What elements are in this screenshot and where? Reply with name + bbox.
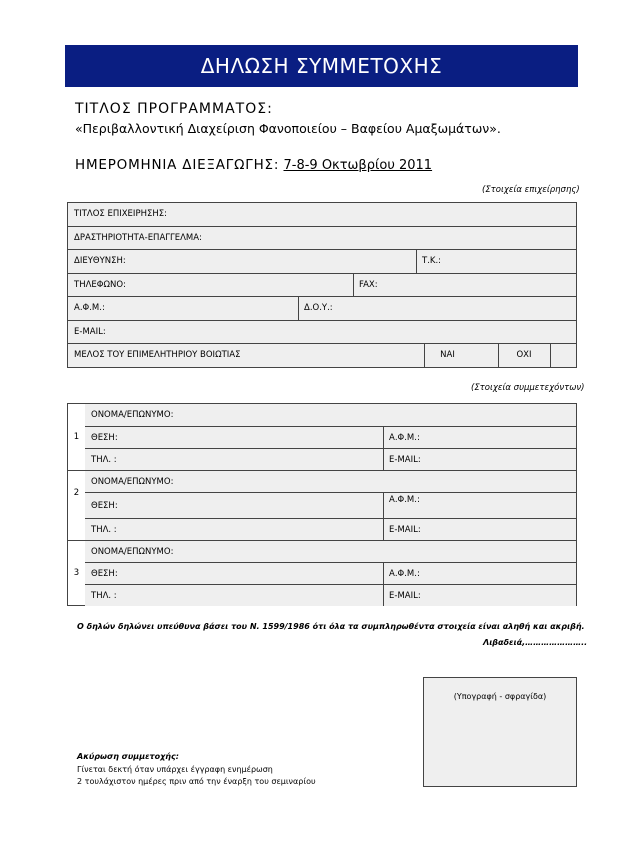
- participant-1-name-field[interactable]: ΟΝΟΜΑ/ΕΠΩΝΥΜΟ:: [91, 410, 174, 420]
- declaration-text: Ο δηλών δηλώνει υπεύθυνα βάσει του Ν. 1599/1986 ότι όλα τα συμπληρωθέντα στοιχεία είναι αληθή και ακριβή.: [77, 622, 585, 631]
- signature-label: (Υπογραφή - σφραγίδα): [453, 692, 547, 701]
- form-title: ΔΗΛΩΣΗ ΣΥΜΜΕΤΟΧΗΣ: [200, 54, 443, 78]
- address-field[interactable]: ΔΙΕΥΘΥΝΣΗ:: [74, 256, 126, 267]
- participant-1-position-field[interactable]: ΘΕΣΗ:: [91, 433, 118, 443]
- participant-3-name-field[interactable]: ΟΝΟΜΑ/ΕΠΩΝΥΜΟ:: [91, 547, 174, 557]
- program-date: [75, 157, 432, 173]
- participant-2-phone-field[interactable]: ΤΗΛ. :: [91, 525, 117, 535]
- program-date-value: 7-8-9 Οκτωβρίου 2011: [283, 158, 433, 173]
- form-title-banner: [65, 45, 578, 87]
- participant-2-email-field[interactable]: E-MAIL:: [389, 525, 421, 535]
- participant-2-afm-field[interactable]: Α.Φ.Μ.:: [389, 495, 420, 505]
- declaration-place-date: Λιβαδειά,…………………..: [483, 638, 588, 647]
- participant-3-position-row: [85, 562, 576, 585]
- participant-2-name-row: [85, 470, 576, 493]
- activity-field[interactable]: ΔΡΑΣΤΗΡΙΟΤΗΤΑ-ΕΠΑΓΓΕΛΜΑ:: [74, 232, 202, 243]
- chamber-no-label: ΟΧΙ: [516, 350, 532, 361]
- company-row-phone: [67, 273, 577, 297]
- participant-1-position-row: [85, 426, 576, 449]
- chamber-no-checkbox[interactable]: [550, 344, 576, 367]
- business-name-field[interactable]: ΤΙΤΛΟΣ ΕΠΙΧΕΙΡΗΣΗΣ:: [74, 209, 167, 220]
- participant-separator: [68, 540, 85, 541]
- participant-3-name-row: [85, 540, 576, 563]
- company-row-email: [67, 320, 577, 344]
- participant-number: 2: [73, 488, 80, 498]
- participant-3-contact-row: [85, 584, 576, 606]
- participant-3-email-field[interactable]: E-MAIL:: [389, 590, 421, 601]
- signature-box[interactable]: [423, 677, 577, 787]
- cancellation-title: Ακύρωση συμμετοχής:: [77, 752, 179, 761]
- participant-2-contact-row: [85, 518, 576, 541]
- participant-2-position-row: [85, 492, 576, 519]
- participant-3-phone-field[interactable]: ΤΗΛ. :: [91, 590, 117, 601]
- participant-number: 1: [73, 432, 80, 442]
- participant-2-position-field[interactable]: ΘΕΣΗ:: [91, 501, 118, 511]
- participants-table: [67, 403, 577, 606]
- company-email-field[interactable]: E-MAIL:: [74, 326, 106, 337]
- chamber-yes-label: ΝΑΙ: [440, 350, 455, 361]
- cancellation-line-2: 2 τουλάχιστον ημέρες πριν από την έναρξη του σεμιναρίου: [77, 777, 316, 786]
- afm-field[interactable]: Α.Φ.Μ.:: [74, 303, 105, 314]
- participant-1-afm-field[interactable]: Α.Φ.Μ.:: [389, 433, 420, 443]
- phone-field[interactable]: ΤΗΛΕΦΩΝΟ:: [74, 279, 126, 290]
- company-details-table: [67, 202, 577, 368]
- participant-3-position-field[interactable]: ΘΕΣΗ:: [91, 569, 118, 579]
- cancellation-line-1: Γίνεται δεκτή όταν υπάρχει έγγραφη ενημέρωση: [77, 765, 273, 774]
- participant-3-afm-field[interactable]: Α.Φ.Μ.:: [389, 569, 420, 579]
- program-date-label: ΗΜΕΡΟΜΗΝΙΑ ΔΙΕΞΑΓΩΓΗΣ:: [75, 157, 280, 173]
- company-row-chamber: [67, 343, 577, 368]
- fax-field[interactable]: FAX:: [359, 279, 378, 290]
- participant-separator: [68, 470, 85, 471]
- participant-1-phone-field[interactable]: ΤΗΛ. :: [91, 455, 117, 465]
- participant-number: 3: [73, 568, 80, 578]
- company-section-note: (Στοιχεία επιχείρησης): [482, 185, 580, 195]
- participant-1-contact-row: [85, 448, 576, 471]
- participants-section-note: (Στοιχεία συμμετεχόντων): [471, 383, 585, 393]
- program-title: «Περιβαλλοντική Διαχείριση Φανοποιείου – Βαφείου Αμαξωμάτων».: [75, 121, 501, 136]
- company-row-business-name: [67, 202, 577, 226]
- program-title-label: ΤΙΤΛΟΣ ΠΡΟΓΡΑΜΜΑΤΟΣ:: [75, 101, 273, 117]
- chamber-member-label: ΜΕΛΟΣ ΤΟΥ ΕΠΙΜΕΛΗΤΗΡΙΟΥ ΒΟΙΩΤΙΑΣ: [74, 350, 241, 361]
- participant-1-name-row: [85, 403, 576, 426]
- doy-field[interactable]: Δ.Ο.Υ.:: [304, 303, 333, 314]
- company-row-address: [67, 249, 577, 273]
- company-row-tax: [67, 296, 577, 320]
- participant-1-email-field[interactable]: E-MAIL:: [389, 455, 421, 465]
- postal-code-field[interactable]: Τ.Κ.:: [422, 256, 442, 267]
- company-row-activity: [67, 226, 577, 250]
- chamber-yes-checkbox[interactable]: [471, 344, 498, 367]
- participant-2-name-field[interactable]: ΟΝΟΜΑ/ΕΠΩΝΥΜΟ:: [91, 477, 174, 487]
